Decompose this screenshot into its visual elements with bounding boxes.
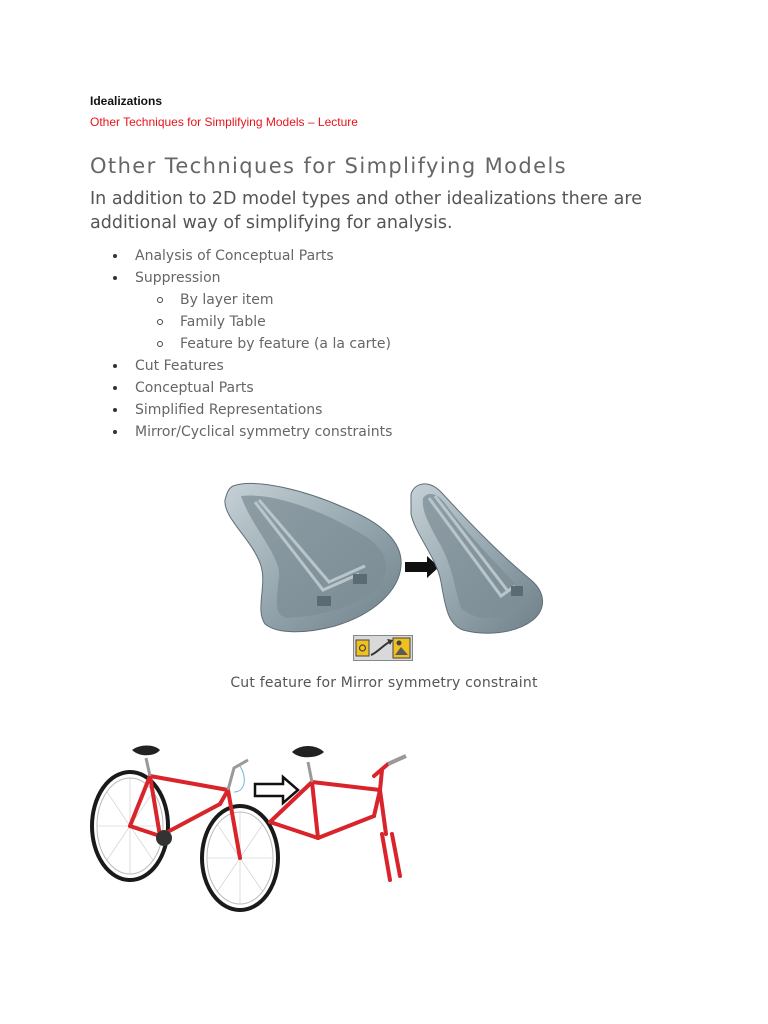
full-seat-model	[225, 483, 401, 631]
suppression-sublist	[135, 289, 392, 355]
list-item: Conceptual Parts	[90, 377, 392, 399]
figure-caption: Cut feature for Mirror symmetry constraint	[230, 675, 538, 691]
full-bicycle-model	[92, 746, 278, 911]
page-title: Other Techniques for Simplifying Models	[90, 154, 568, 178]
breadcrumb-section: Idealizations	[90, 94, 163, 108]
list-item: Suppression By layer item Family Table Feature by feature (a la carte)	[90, 267, 392, 355]
intro-paragraph: In addition to 2D model types and other idealizations there are additional way of simplifying for analysis.	[90, 189, 642, 233]
list-item: Simplified Representations	[90, 399, 392, 421]
list-item: By layer item	[135, 289, 392, 311]
frame-only-model	[270, 746, 406, 880]
list-item: Mirror/Cyclical symmetry constraints	[90, 421, 392, 443]
list-item: Analysis of Conceptual Parts	[90, 245, 392, 267]
technique-list	[90, 245, 392, 443]
list-item: Feature by feature (a la carte)	[135, 333, 392, 355]
mirror-toolbar-icon	[353, 635, 413, 661]
list-item: Cut Features	[90, 355, 392, 377]
bicycle-idealization-figure	[88, 740, 418, 915]
breadcrumb-subsection: Other Techniques for Simplifying Models – Lecture	[90, 115, 358, 129]
half-seat-model	[411, 484, 543, 633]
list-item: Family Table	[135, 311, 392, 333]
